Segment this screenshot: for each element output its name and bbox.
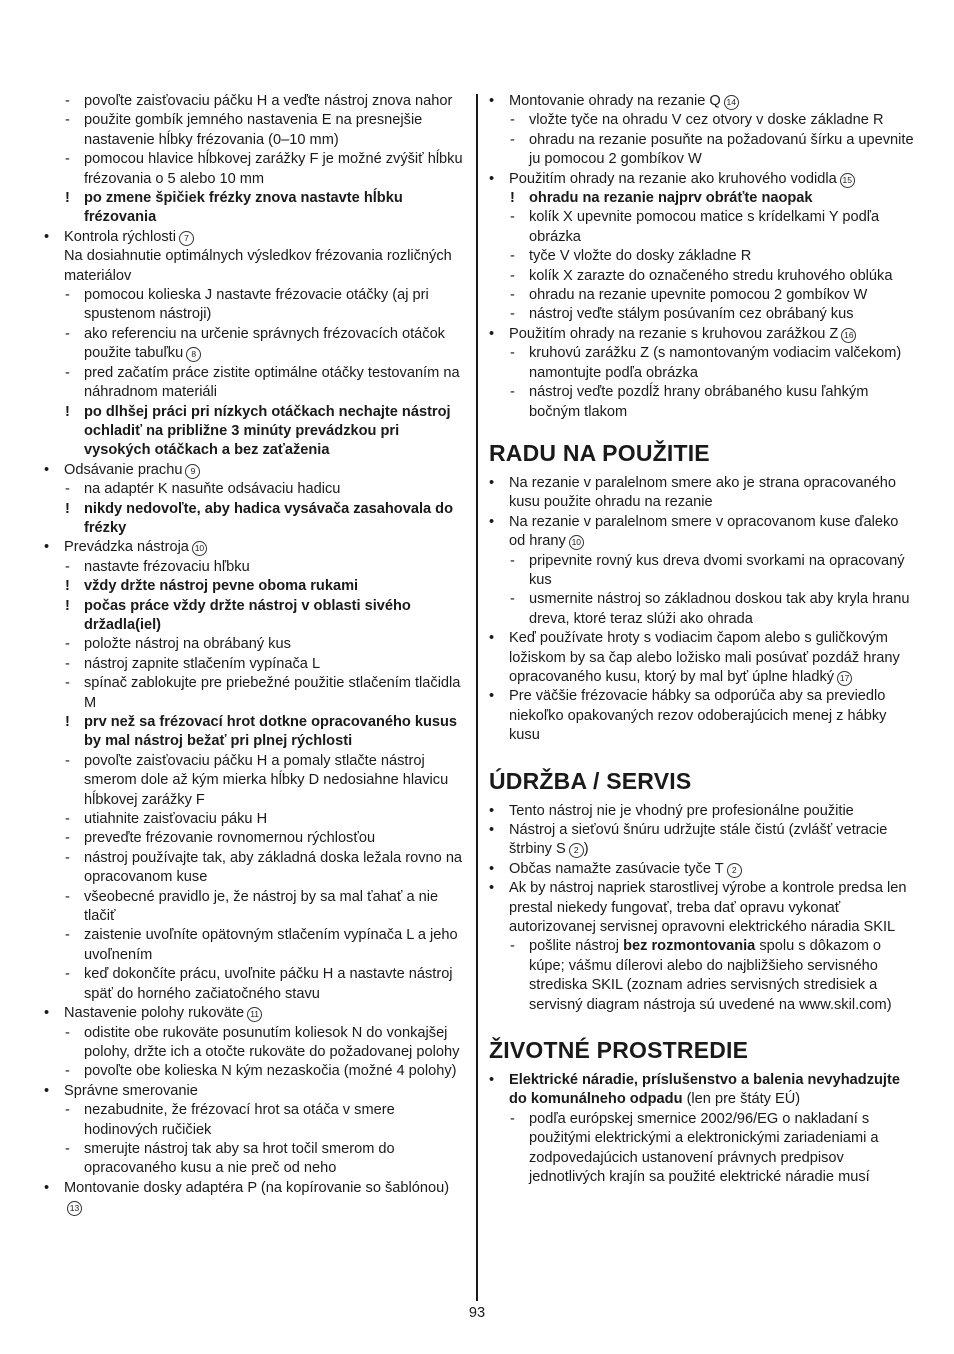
bullet-item	[489, 802, 914, 821]
page-number: 93	[468, 1305, 486, 1321]
item-text: Keď používate hroty s vodiacim čapom alebo s guličkovým ložiskom by sa čap alebo ložisko mali posúvať pozdáž hrany opracovaného kusu, ktorý by mal byť úplne hladký	[509, 630, 900, 685]
bullet-item	[489, 1071, 914, 1110]
dash-item	[489, 383, 914, 422]
item-text: pred začatím práce zistite optimálne otáčky testovaním na náhradnom materiáli	[84, 364, 460, 401]
dash-marker: -	[65, 675, 70, 692]
dash-marker: -	[510, 267, 515, 284]
item-text: Tento nástroj nie je vhodný pre profesionálne použitie	[509, 802, 854, 819]
item-text: kruhovú zarážku Z (s namontovaným vodiacim valčekom) namontujte podľa obrázka	[529, 345, 902, 381]
item-text-continued: spolu s dôkazom o kúpe; vášmu dílerovi alebo do najbližšieho servisného strediska SKIL (zoznam adries servisných stredisiek a servisný diagram nástroja sú uvedené na www.skil.com)	[529, 938, 892, 1013]
dash-item	[44, 752, 464, 810]
bullet-marker: •	[44, 539, 50, 556]
item-text: nastavte frézovaciu hľbku	[84, 558, 250, 575]
dash-marker: -	[510, 306, 515, 323]
bullet-marker: •	[44, 1179, 50, 1196]
warning-marker: !	[65, 714, 70, 730]
item-text: usmernite nástroj so základnou doskou tak aby kryla hranu dreva, ktoré teraz slúži ako ohrada	[529, 591, 910, 627]
dash-marker: -	[510, 345, 515, 362]
dash-marker: -	[65, 93, 70, 109]
bullet-item	[44, 538, 464, 557]
dash-item	[44, 674, 464, 713]
dash-marker: -	[510, 1110, 515, 1127]
dash-item	[44, 829, 464, 848]
dash-marker: -	[65, 811, 70, 828]
bullet-marker: •	[489, 802, 495, 819]
item-text: nástroj veďte pozdĺž hrany obrábaného kusu ľahkým bočným tlakom	[529, 384, 869, 420]
bullet-marker: •	[489, 513, 495, 530]
dash-marker: -	[65, 481, 70, 498]
bold-lead-text: Elektrické náradie, príslušenstvo a balenia nevyhadzujte do komunálneho odpadu	[509, 1072, 900, 1108]
warning-item	[44, 403, 464, 461]
dash-marker: -	[65, 1102, 70, 1119]
item-text: pomocou kolieska J nastavte frézovacie otáčky (aj pri spustenom nástroji)	[84, 287, 429, 323]
dash-item	[489, 131, 914, 170]
dash-marker: -	[510, 209, 515, 226]
section-heading: RADU NA POUŽITIE	[489, 439, 710, 466]
dash-marker: -	[65, 151, 70, 168]
item-text: preveďte frézovanie rovnomernou rýchlosťou	[84, 830, 376, 847]
bullet-item	[489, 92, 914, 111]
item-text: Použitím ohrady na rezanie ako kruhového vodidla	[509, 170, 837, 187]
figure-reference-icon: 11	[247, 1007, 262, 1022]
dash-marker: -	[65, 558, 70, 575]
bullet-item	[44, 1082, 464, 1101]
dash-marker: -	[510, 552, 515, 569]
figure-reference-icon: 10	[569, 535, 584, 550]
figure-reference-icon: 15	[840, 173, 855, 188]
item-text: nástroj zapnite stlačením vypínača L	[84, 655, 321, 672]
bullet-marker: •	[44, 228, 50, 245]
bullet-item	[489, 474, 914, 513]
bullet-marker: •	[489, 880, 495, 897]
item-text: Použitím ohrady na rezanie s kruhovou zarážkou Z	[509, 325, 839, 342]
warning-marker: !	[65, 578, 70, 595]
item-text: kolík X upevnite pomocou matice s krídelkami Y podľa obrázka	[529, 209, 880, 245]
figure-reference-icon: 10	[192, 541, 207, 556]
item-text: použite gombík jemného nastavenia E na presnejšie nastavenie hĺbky frézovania (0–10 mm)	[84, 112, 423, 148]
dash-marker: -	[65, 112, 70, 129]
dash-marker: -	[65, 966, 70, 983]
bullet-item	[489, 170, 914, 189]
bullet-item	[489, 879, 914, 937]
item-text: vždy držte nástroj pevne oboma rukami	[84, 578, 359, 595]
warning-item	[489, 189, 914, 208]
item-text: Nástroj a sieťovú šnúru udržujte stále čistú (zvlášť vetracie štrbiny S	[509, 822, 888, 858]
item-text: zaistenie uvoľníte opätovným stlačením vypínača L a jeho uvoľnením	[84, 927, 458, 963]
bullet-item	[489, 513, 914, 552]
item-text: povoľte obe kolieska N kým nezaskočia (možné 4 polohy)	[84, 1063, 457, 1080]
figure-reference-icon: 17	[837, 671, 852, 686]
dash-item	[44, 1101, 464, 1140]
dash-item	[489, 267, 914, 286]
warning-marker: !	[65, 597, 70, 614]
right-column	[489, 92, 914, 1188]
item-text: (len pre štáty EÚ)	[686, 1091, 801, 1108]
item-text: všeobecné pravidlo je, že nástroj by sa mal ťahať a nie tlačiť	[84, 888, 439, 925]
dash-marker: -	[510, 591, 515, 608]
bullet-marker: •	[489, 474, 495, 491]
item-text: po dlhšej práci pri nízkych otáčkach nechajte nástroj ochladiť na približne 3 minúty prevádzkou pri vysokých otáčkach a bez zaťaženia	[84, 403, 451, 459]
warning-marker: !	[510, 190, 515, 207]
dash-item	[489, 937, 914, 1015]
dash-item	[44, 364, 464, 403]
figure-reference-icon: 2	[569, 843, 584, 858]
dash-item	[44, 888, 464, 927]
dash-item	[44, 655, 464, 674]
item-text: Ak by nástroj napriek starostlivej výrobe a kontrole predsa len prestal niekedy fungovať, treba dať opravu vykonať autorizovanej servisnej opravovni elektrického náradia SKIL	[509, 880, 907, 936]
item-text: Kontrola rýchlosti	[64, 228, 176, 245]
dash-marker: -	[510, 287, 515, 304]
warning-marker: !	[65, 190, 70, 207]
figure-reference-icon: 2	[727, 863, 742, 878]
item-text: nástroj používajte tak, aby základná doska ležala rovno na opracovanom kuse	[84, 849, 463, 886]
bullet-marker: •	[489, 630, 495, 647]
item-text: nástroj veďte stálym posúvaním cez obrábaný kus	[529, 306, 854, 323]
item-text: podľa európskej smernice 2002/96/EG o nakladaní s použitými elektrickými a elektronickými zariadeniami a zodpovedajúcich ustanovení právnych predpisov jednotlivých krajín sa použité elektrické náradie musí	[529, 1110, 879, 1186]
dash-marker: -	[510, 248, 515, 265]
item-text: počas práce vždy držte nástroj v oblasti sivého držadla(iel)	[84, 597, 411, 633]
warning-item	[44, 597, 464, 636]
dash-item	[44, 849, 464, 888]
item-text: kolík X zarazte do označeného stredu kruhového oblúka	[529, 267, 893, 284]
dash-marker: -	[65, 830, 70, 847]
bullet-marker: •	[44, 1082, 50, 1099]
bullet-item	[489, 687, 914, 745]
item-text: po zmene špičiek frézky znova nastavte hĺbku frézovania	[84, 190, 403, 226]
item-text: tyče V vložte do dosky základne R	[529, 248, 752, 265]
figure-reference-icon: 7	[179, 231, 194, 246]
figure-reference-icon: 16	[841, 328, 856, 343]
dash-item	[44, 325, 464, 364]
dash-marker: -	[510, 384, 515, 401]
bullet-item	[44, 1004, 464, 1023]
warning-item	[44, 189, 464, 228]
dash-marker: -	[65, 636, 70, 653]
bullet-marker: •	[489, 325, 495, 342]
dash-item	[44, 286, 464, 325]
item-text: Na rezanie v paralelnom smere v opracovanom kuse ďaleko od hrany	[509, 513, 899, 550]
dash-item	[489, 111, 914, 130]
item-text: ohradu na rezanie najprv obráťte naopak	[529, 190, 813, 207]
closing-paren: )	[583, 841, 589, 858]
section-heading: ŽIVOTNÉ PROSTREDIE	[489, 1037, 749, 1064]
item-description: Na dosiahnutie optimálnych výsledkov frézovania rozličných materiálov	[64, 248, 452, 284]
bullet-marker: •	[489, 688, 495, 705]
item-text: povoľte zaisťovaciu páčku H a pomaly stlačte nástroj smerom dole až kým mierka hĺbky D nedosiahne hlavicu hĺbkovej zarážky F	[84, 752, 449, 808]
bold-inline-text: bez rozmontovania	[623, 938, 756, 955]
bullet-marker: •	[489, 822, 495, 838]
dash-item	[489, 247, 914, 266]
section-heading: ÚDRŽBA / SERVIS	[489, 767, 692, 794]
bullet-marker: •	[489, 170, 495, 187]
item-text: smerujte nástroj tak aby sa hrot točil smerom do opracovaného kusu a nie preč od neho	[84, 1140, 395, 1177]
dash-marker: -	[65, 655, 70, 672]
dash-item	[44, 92, 464, 111]
dash-item	[489, 344, 914, 383]
item-text: pomocou hlavice hĺbkovej zarážky F je možné zvýšiť hĺbku frézovania o 5 alebo 10 mm	[84, 151, 463, 187]
dash-marker: -	[510, 938, 515, 955]
item-text: Správne smerovanie	[64, 1082, 198, 1099]
item-text: ohradu na rezanie posuňte na požadovanú šírku a upevnite ju pomocou 2 gombíkov W	[529, 131, 914, 168]
left-column	[44, 92, 464, 1218]
dash-item	[489, 208, 914, 247]
item-text: Prevádzka nástroja	[64, 539, 189, 556]
item-text: prv než sa frézovací hrot dotkne opracovaného kusus by mal nástroj bežať pri plnej rýchlosti	[84, 714, 458, 750]
item-text: Odsávanie prachu	[64, 461, 183, 478]
dash-marker: -	[65, 849, 70, 866]
dash-item	[44, 810, 464, 829]
item-text: Pre väčšie frézovacie hábky sa odporúča aby sa previedlo niekoľko opakovaných rezov odoberajúcich menej z hábky kusu	[509, 688, 887, 744]
item-text: nezabudnite, že frézovací hrot sa otáča v smere hodinových ručičiek	[84, 1102, 395, 1138]
item-text: nikdy nedovoľte, aby hadica vysávača zasahovala do frézky	[84, 500, 454, 536]
dash-marker: -	[65, 325, 70, 342]
item-text: pripevnite rovný kus dreva dvomi svorkami na opracovaný kus	[529, 552, 905, 588]
dash-item	[44, 111, 464, 150]
item-text: pošlite nástroj	[529, 938, 620, 955]
item-text: keď dokončíte prácu, uvoľnite páčku H a nastavte nástroj späť do horného začiatočného stavu	[84, 966, 453, 1002]
item-text: ako referenciu na určenie správnych frézovacích otáčok použite tabuľku	[84, 325, 445, 362]
figure-reference-icon: 14	[724, 95, 739, 110]
bullet-item	[489, 821, 914, 860]
bullet-item	[44, 1179, 464, 1218]
item-text: Montovanie dosky adaptéra P (na kopírovanie so šablónou)	[64, 1179, 450, 1196]
dash-item	[44, 635, 464, 654]
bullet-item	[489, 325, 914, 344]
bullet-item	[489, 860, 914, 879]
dash-item	[44, 150, 464, 189]
warning-item	[44, 577, 464, 596]
dash-marker: -	[65, 287, 70, 304]
dash-item	[489, 286, 914, 305]
dash-marker: -	[65, 1024, 70, 1041]
dash-item	[489, 1110, 914, 1188]
bullet-marker: •	[489, 1072, 495, 1089]
item-text: ohradu na rezanie upevnite pomocou 2 gombíkov W	[529, 287, 868, 304]
dash-marker: -	[65, 1140, 70, 1157]
item-text: povoľte zaisťovaciu páčku H a veďte nástroj znova nahor	[84, 93, 453, 109]
item-text: Občas namažte zasúvacie tyče T	[509, 860, 724, 877]
figure-reference-icon: 9	[185, 464, 200, 479]
warning-marker: !	[65, 403, 70, 420]
item-text: na adaptér K nasuňte odsávaciu hadicu	[84, 481, 341, 498]
bullet-item	[44, 461, 464, 480]
dash-marker: -	[65, 927, 70, 944]
item-text: utiahnite zaisťovaciu páku H	[84, 811, 268, 828]
warning-item	[44, 500, 464, 539]
bullet-marker: •	[489, 860, 495, 877]
item-text: Nastavenie polohy rukoväte	[64, 1005, 245, 1022]
dash-marker: -	[65, 364, 70, 381]
dash-item	[489, 552, 914, 591]
dash-marker: -	[65, 752, 70, 769]
dash-item	[44, 480, 464, 499]
item-text: spínač zablokujte pre priebežné použitie stlačením tlačidla M	[84, 675, 461, 711]
bullet-marker: •	[489, 93, 495, 109]
bullet-item	[489, 629, 914, 687]
dash-item	[44, 926, 464, 965]
dash-item	[44, 1062, 464, 1081]
warning-item	[44, 713, 464, 752]
figure-reference-icon: 13	[67, 1201, 82, 1216]
dash-marker: -	[510, 112, 515, 129]
item-text: odistite obe rukoväte posunutím koliesok N do vonkajšej polohy, držte ich a otočte rukoväte do požadovanej polohy	[84, 1024, 460, 1060]
bullet-marker: •	[44, 461, 50, 478]
dash-item	[489, 305, 914, 324]
dash-item	[44, 1140, 464, 1179]
dash-marker: -	[65, 888, 70, 905]
dash-item	[44, 1024, 464, 1063]
bullet-marker: •	[44, 1005, 50, 1022]
item-text: Montovanie ohrady na rezanie Q	[509, 93, 721, 109]
dash-item	[44, 965, 464, 1004]
dash-marker: -	[510, 131, 515, 148]
bullet-item	[44, 228, 464, 286]
dash-marker: -	[65, 1063, 70, 1080]
item-text: vložte tyče na ohradu V cez otvory v doske základne R	[529, 112, 884, 129]
dash-item	[489, 590, 914, 629]
item-text: položte nástroj na obrábaný kus	[84, 636, 291, 653]
warning-marker: !	[65, 500, 70, 517]
column-divider	[476, 94, 478, 1301]
item-text: Na rezanie v paralelnom smere ako je strana opracovaného kusu použite ohradu na rezanie	[509, 474, 896, 511]
dash-item	[44, 558, 464, 577]
figure-reference-icon: 8	[186, 347, 201, 362]
